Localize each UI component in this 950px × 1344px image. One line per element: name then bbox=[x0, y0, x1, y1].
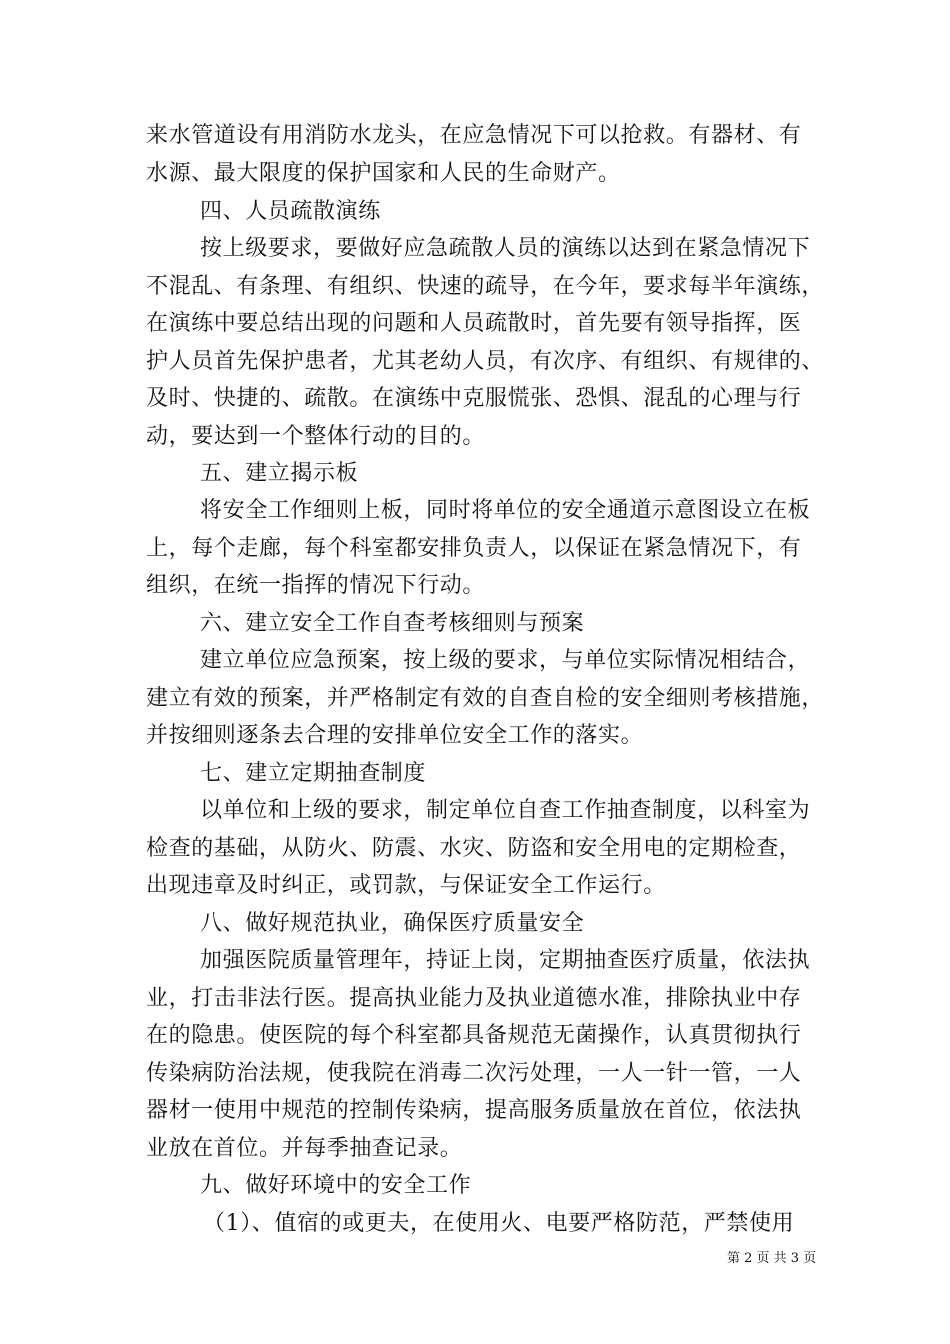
text-line: 以单位和上级的要求，制定单位自查工作抽查制度，以科室为 bbox=[200, 798, 811, 823]
text-line: 出现违章及时纠正，或罚款，与保证安全工作运行。 bbox=[146, 873, 666, 898]
text-line: 护人员首先保护患者，尤其老幼人员，有次序、有组织、有规律的、 bbox=[146, 349, 825, 374]
text-line: 业放在首位。并每季抽查记录。 bbox=[146, 1136, 463, 1161]
text-line: 检查的基础，从防火、防震、水灾、防盗和安全用电的定期检查， bbox=[146, 836, 802, 861]
section-heading: 四、人员疏散演练 bbox=[200, 199, 381, 224]
text-line: 及时、快捷的、疏散。在演练中克服慌张、恐惧、混乱的心理与行 bbox=[146, 386, 802, 411]
text-line: 水源、最大限度的保护国家和人民的生命财产。 bbox=[146, 161, 621, 186]
text-line: 在演练中要总结出现的问题和人员疏散时，首先要有领导指挥，医 bbox=[146, 311, 802, 336]
text-line: 按上级要求，要做好应急疏散人员的演练以达到在紧急情况下 bbox=[200, 236, 811, 261]
text-line: 并按细则逐条去合理的安排单位安全工作的落实。 bbox=[146, 723, 644, 748]
text-line: 不混乱、有条理、有组织、快速的疏导，在今年，要求每半年演练， bbox=[146, 274, 825, 299]
text-line: 业，打击非法行医。提高执业能力及执业道德水准，排除执业中存 bbox=[146, 986, 802, 1011]
text-line: 建立有效的预案，并严格制定有效的自查自检的安全细则考核措施， bbox=[146, 686, 825, 711]
text-line: （1）、值宿的或更夫，在使用火、电要严格防范，严禁使用 bbox=[203, 1211, 795, 1236]
text-line: 加强医院质量管理年，持证上岗，定期抽查医疗质量，依法执 bbox=[200, 948, 811, 973]
section-heading: 五、建立揭示板 bbox=[200, 461, 359, 486]
text-line: 将安全工作细则上板，同时将单位的安全通道示意图设立在板 bbox=[200, 498, 811, 523]
section-heading: 九、做好环境中的安全工作 bbox=[200, 1173, 472, 1198]
section-heading: 六、建立安全工作自查考核细则与预案 bbox=[200, 611, 585, 636]
text-line: 动，要达到一个整体行动的目的。 bbox=[146, 424, 486, 449]
text-line: 组织，在统一指挥的情况下行动。 bbox=[146, 573, 486, 598]
page-number: 第 2 页 共 3 页 bbox=[727, 1251, 817, 1266]
text-line: 器材一使用中规范的控制传染病，提高服务质量放在首位，依法执 bbox=[146, 1098, 802, 1123]
text-line: 上，每个走廊，每个科室都安排负责人，以保证在紧急情况下，有 bbox=[146, 536, 802, 561]
section-heading: 八、做好规范执业，确保医疗质量安全 bbox=[200, 911, 585, 936]
text-line: 传染病防治法规，使我院在消毒二次污处理，一人一针一管，一人 bbox=[146, 1061, 802, 1086]
section-heading: 七、建立定期抽查制度 bbox=[200, 761, 427, 786]
text-line: 来水管道设有用消防水龙头，在应急情况下可以抢救。有器材、有 bbox=[146, 123, 802, 148]
text-line: 在的隐患。使医院的每个科室都具备规范无菌操作，认真贯彻执行 bbox=[146, 1023, 802, 1048]
text-line: 建立单位应急预案，按上级的要求，与单位实际情况相结合， bbox=[200, 648, 811, 673]
